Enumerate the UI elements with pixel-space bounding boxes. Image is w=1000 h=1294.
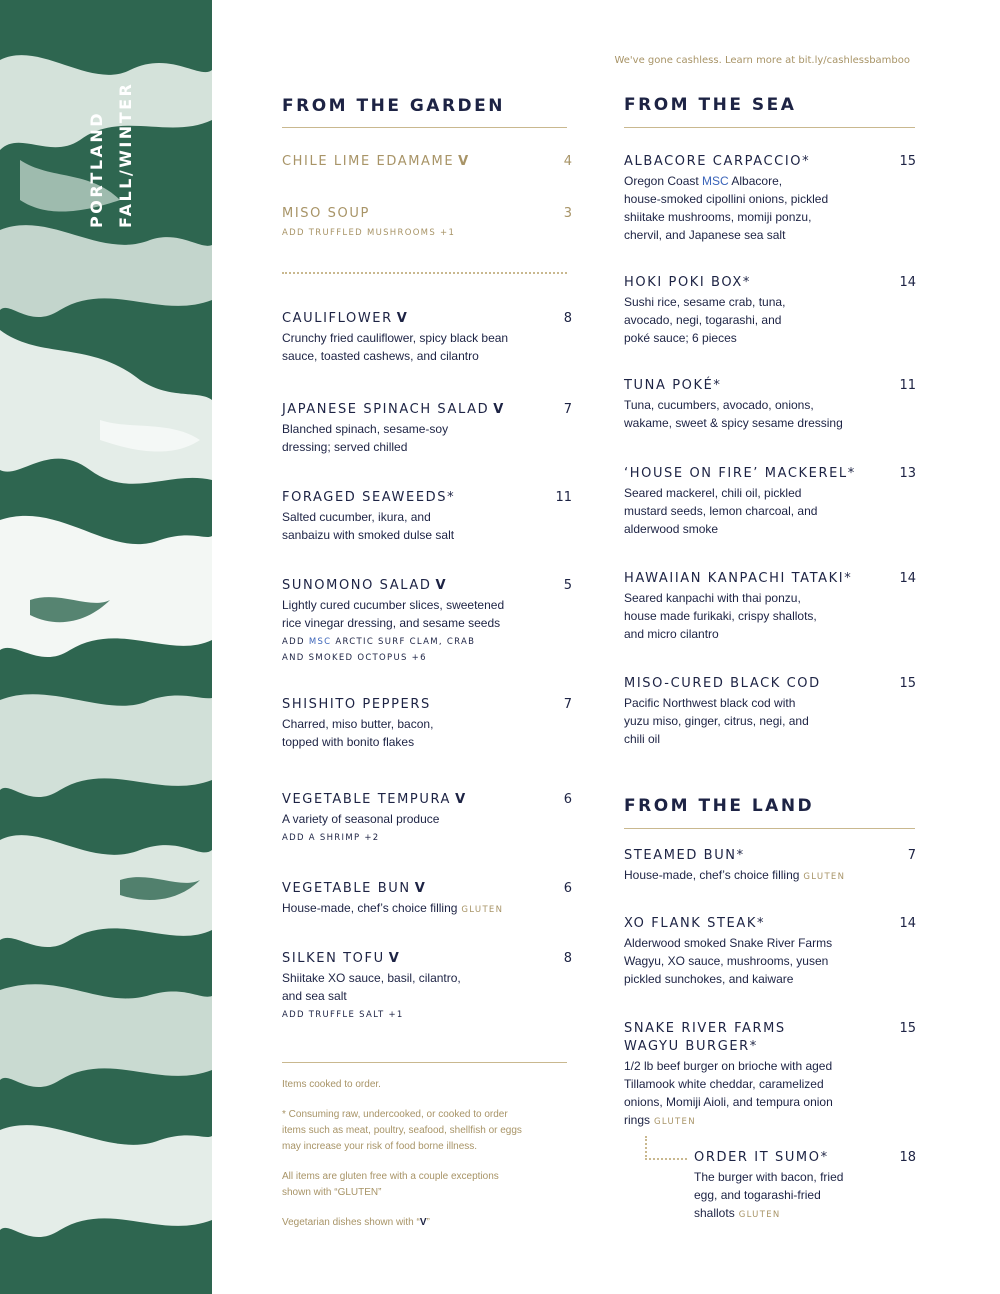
item-addon: ADD A SHRIMP +2 [282,833,380,843]
item-name: SNAKE RIVER FARMS WAGYU BURGER* [624,1021,786,1054]
item-name: ‘HOUSE ON FIRE’ MACKEREL* [624,466,856,481]
item-name: VEGETABLE BUN V [282,881,427,896]
item-price: 7 [563,697,572,712]
menu-item [282,401,572,456]
item-name: HOKI POKI BOX* [624,275,751,290]
sumo-connector-line [645,1136,687,1160]
item-name: ORDER IT SUMO* [694,1150,829,1165]
menu-item [282,310,572,365]
item-description: 1/2 lb beef burger on brioche with aged Tillamook white cheddar, caramelized onions, Momiji Aioli, and tempura onion rings GLUTEN [624,1059,833,1127]
item-name: ALBACORE CARPACCIO* [624,154,811,169]
item-price: 14 [899,275,916,290]
item-description: Salted cucumber, ikura, and sanbaizu with smoked dulse salt [282,510,455,542]
item-description: The burger with bacon, fried egg, and togarashi-fried shallots GLUTEN [694,1170,844,1220]
menu-item [282,791,572,846]
item-description: A variety of seasonal produce [282,812,440,826]
item-price: 11 [555,490,572,505]
menu-item [624,153,916,244]
item-price: 13 [899,466,916,481]
item-name: TUNA POKÉ* [624,378,722,393]
menu-item [624,847,916,886]
menu-item [624,377,916,432]
menu-item [282,489,572,544]
menu-item [282,950,572,1023]
garden-title-rule [282,127,567,128]
section-divider [282,272,567,274]
item-name: XO FLANK STEAK* [624,916,766,931]
vegetarian-mark: V [458,154,470,169]
item-name: MISO SOUP [282,206,370,221]
item-price: 6 [563,792,572,807]
menu-notes [282,1077,572,1245]
item-name: CHILE LIME EDAMAME V [282,154,470,169]
item-addon: ADD TRUFFLED MUSHROOMS +1 [282,228,456,238]
item-name: HAWAIIAN KANPACHI TATAKI* [624,571,853,586]
item-description: Blanched spinach, sesame-soy dressing; served chilled [282,422,449,454]
item-addon: ADD TRUFFLE SALT +1 [282,1010,404,1020]
menu-item [624,675,916,748]
item-price: 8 [563,311,572,326]
item-price: 5 [563,578,572,593]
item-price: 15 [899,676,916,691]
item-description: Shiitake XO sauce, basil, cilantro, and sea salt [282,971,461,1003]
gluten-tag: GLUTEN [803,872,846,882]
garden-title: FROM THE GARDEN [282,96,505,116]
menu-item [282,577,572,666]
item-price: 15 [899,154,916,169]
item-name: FORAGED SEAWEEDS* [282,490,456,505]
menu-item [624,915,916,988]
item-description: Sushi rice, sesame crab, tuna, avocado, negi, togarashi, and poké sauce; 6 pieces [624,295,786,345]
note-vegetarian: Vegetarian dishes shown with “V” [282,1217,430,1228]
item-name: JAPANESE SPINACH SALAD V [282,402,505,417]
item-name: CAULIFLOWER V [282,311,409,326]
item-price: 15 [899,1021,916,1036]
sea-title: FROM THE SEA [624,95,797,115]
vegetarian-mark: V [455,792,467,807]
item-addon: ADD MSC ARCTIC SURF CLAM, CRAB AND SMOKED OCTOPUS +6 [282,637,476,663]
item-name: SUNOMONO SALAD V [282,578,448,593]
item-price: 8 [563,951,572,966]
item-description: House-made, chef’s choice filling GLUTEN [624,868,846,882]
item-name: STEAMED BUN* [624,848,745,863]
menu-item [282,153,572,171]
land-title: FROM THE LAND [624,796,815,816]
menu-item [282,696,572,751]
menu-item [624,274,916,347]
menu-item [282,205,572,241]
gluten-tag: GLUTEN [738,1210,781,1220]
gluten-tag: GLUTEN [654,1117,696,1127]
item-price: 3 [563,206,572,221]
item-description: Lightly cured cucumber slices, sweetened rice vinegar dressing, and sesame seeds [282,598,505,630]
item-description: House-made, chef’s choice filling GLUTEN [282,901,504,915]
cashless-notice: We've gone cashless. Learn more at bit.ly/cashlessbamboo [614,55,910,66]
item-price: 4 [563,154,572,169]
note-gluten: All items are gluten free with a couple exceptions shown with “GLUTEN” [282,1171,499,1198]
menu-item [282,880,572,919]
item-price: 14 [899,571,916,586]
item-name: VEGETABLE TEMPURA V [282,792,467,807]
menu-item [624,465,916,538]
ocean-banner [0,0,212,1294]
item-description: Alderwood smoked Snake River Farms Wagyu, XO sauce, mushrooms, yusen pickled sunchokes, and kaiware [624,936,833,986]
item-description: Seared mackerel, chili oil, pickled mustard seeds, lemon charcoal, and alderwood smoke [624,486,818,536]
item-name: MISO-CURED BLACK COD [624,676,821,691]
note-cooked: Items cooked to order. [282,1079,381,1090]
season-label [82,82,140,228]
menu-item [624,570,916,643]
vegetarian-mark: V [493,402,505,417]
item-description: Pacific Northwest black cod with yuzu miso, ginger, citrus, negi, and chili oil [624,696,809,746]
vegetarian-mark: V [435,578,448,593]
item-price: 7 [907,848,916,863]
notes-rule [282,1062,567,1063]
item-price: 14 [899,916,916,931]
vegetarian-mark: V [388,951,401,966]
item-price: 7 [563,402,572,417]
item-price: 11 [899,378,916,393]
item-name: SILKEN TOFU V [282,951,401,966]
item-description: Tuna, cucumbers, avocado, onions, wakame, sweet & spicy sesame dressing [624,398,843,430]
season-name: FALL/WINTER [116,81,135,228]
item-price: 6 [563,881,572,896]
menu-item-sumo [694,1149,916,1224]
item-price: 18 [899,1150,916,1165]
item-description: Charred, miso butter, bacon, topped with bonito flakes [282,717,434,749]
item-description: Oregon Coast MSC Albacore, house-smoked cipollini onions, pickled shiitake mushrooms, momiji ponzu, chervil, and Japanese sea salt [624,174,829,242]
location-label: PORTLAND [87,110,106,228]
item-description: Crunchy fried cauliflower, spicy black bean sauce, toasted cashews, and cilantro [282,331,509,363]
land-title-rule [624,828,915,829]
vegetarian-mark: V [396,311,409,326]
item-description: Seared kanpachi with thai ponzu, house made furikaki, crispy shallots, and micro cilantro [624,591,817,641]
sea-title-rule [624,127,915,128]
menu-item [624,1020,916,1131]
vegetarian-mark: V [414,881,427,896]
item-name: SHISHITO PEPPERS [282,697,431,712]
gluten-tag: GLUTEN [461,905,504,915]
note-consumption-warning: * Consuming raw, undercooked, or cooked to order items such as meat, poultry, seafood, shellfish or eggs may increase your risk of food borne illness. [282,1109,522,1152]
